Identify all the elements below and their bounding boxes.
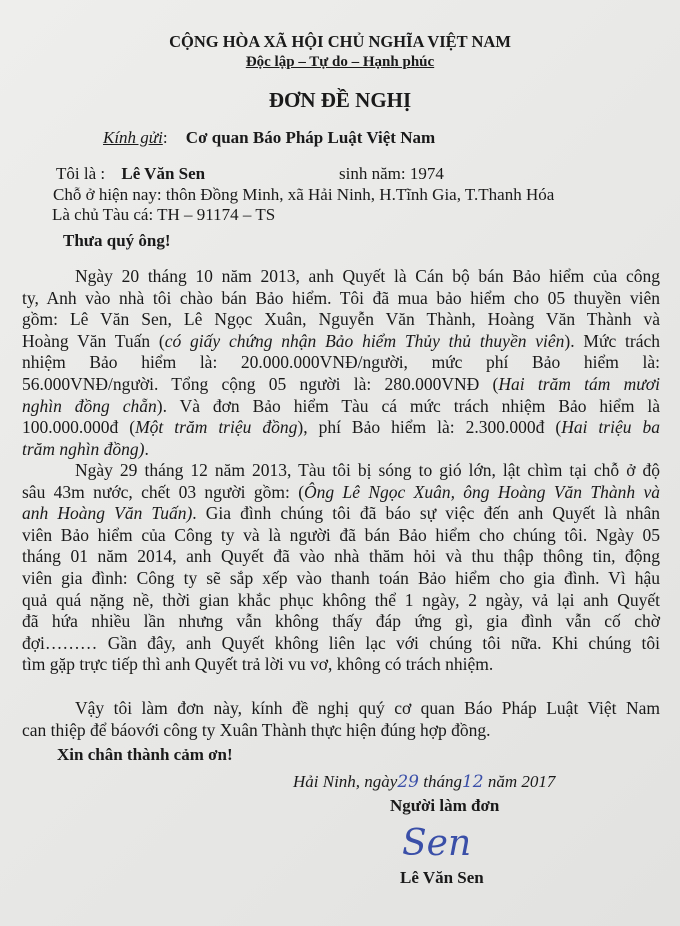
text-segment: Vậy tôi làm đơn này, kính đề nghị quý cơ quan Báo Pháp Luật Việt Nam [75,698,660,718]
text-segment: 100.000.000đ ( [22,417,136,438]
greeting: Thưa quý ông! [63,231,171,250]
boat-owner: Là chủ Tàu cá: TH – 91174 – TS [52,205,276,224]
birth-year: sinh năm: 1974 [339,164,444,183]
date-place: Hải Ninh, ngày [293,772,398,791]
text-segment: nghìn đồng chẵn [22,395,157,416]
text-segment: can thiệp để báovới công ty Xuân Thành thực hiện đúng hợp đồng. [22,719,491,740]
date-month: 12 [461,772,484,792]
text-segment: trăm nghìn đồng) [22,438,145,459]
text-segment: có giấy chứng nhận Bảo hiểm Thủy thủ thuyền viên [164,330,565,351]
date-line [293,772,555,792]
paragraph-line [22,568,660,588]
name-label: Tôi là : [56,164,106,183]
text-segment: tháng 01 năm 2014, anh Quyết đã vào nhà thăm hỏi và thu thập thông tin, động [22,546,660,567]
document-title: ĐƠN ĐỀ NGHỊ [268,88,412,112]
paragraph-line [22,417,660,437]
text-segment: ), phí Bảo hiểm là: 2.300.000đ ( [297,417,562,438]
paragraph-line [22,352,660,372]
text-segment: Hai trăm tám mươi [498,374,660,394]
recipient-colon: : [162,128,168,147]
paragraph-line [22,633,660,653]
text-segment: tìm gặp trực tiếp thì anh Quyết trả lời vu vơ, không có trách nhiệm. [22,654,494,675]
applicant-name: Lê Văn Sen [121,164,206,183]
text-segment: ). Và đơn Bảo hiểm Tàu cá mức trách nhiệm Bảo hiểm là [156,395,660,416]
nation-header: CỘNG HÒA XÃ HỘI CHỦ NGHĨA VIỆT NAM [169,32,511,51]
paragraph-line [22,590,660,610]
paragraph-line [75,266,660,286]
text-segment: Ngày 20 tháng 10 năm 2013, anh Quyết là Cán bộ bán Bảo hiểm của công [75,266,660,286]
paragraph-line [22,525,660,545]
text-segment: gồm: Lê Văn Sen, Lê Ngọc Xuân, Nguyễn Văn Thành, Hoàng Văn Thành và [22,309,660,330]
motto: Độc lập – Tự do – Hạnh phúc [245,54,435,70]
text-segment: đợi……… Gần đây, anh Quyết không liên lạc với chúng tôi nữa. Khi chúng tôi [22,632,660,653]
text-segment: . Gia đình chúng tôi đã báo sự việc đến anh Quyết là nhân [192,503,660,524]
paragraph-line [22,288,660,308]
text-segment: 56.000VNĐ/người. Tổng cộng 05 người là: 280.000VNĐ ( [22,374,499,394]
paragraph-line [22,720,660,740]
text-segment: . [144,438,149,459]
date-day: 29 [397,772,419,792]
text-segment: Ngày 29 tháng 12 năm 2013, Tàu tôi bị sóng to gió lớn, lật chìm tại chỗ ở độ [75,460,660,480]
text-segment: Hoàng Văn Tuấn ( [22,330,165,351]
date-year: năm 2017 [487,772,556,791]
recipient-line [103,128,435,148]
paragraph-line [22,309,660,329]
paragraph-line [22,439,660,459]
date-month-label: tháng [423,772,462,791]
closing: Xin chân thành cảm ơn! [57,745,233,764]
text-segment: Một trăm triệu đồng [135,417,298,438]
paragraph-line [22,611,660,631]
paragraph-line [22,482,660,502]
text-segment: đã hứa nhiều lần nhưng vẫn không thấy đáp ứng gì, gia đình vẫn cố chờ [22,611,660,632]
paragraph-line [22,331,660,351]
recipient-name: Cơ quan Báo Pháp Luật Việt Nam [185,128,436,147]
text-segment: quả quá nặng nề, thời gian khắc phục không thể 1 ngày, 2 ngày, vả lại anh Quyết [22,589,660,610]
text-segment: Hai triệu ba [561,417,660,438]
paragraph-line [22,396,660,416]
paragraph-line [75,698,660,718]
text-segment: nhiệm Bảo hiểm là: 20.000.000VNĐ/người, mức phí Bảo hiểm là: [22,352,660,373]
text-segment: sâu 43m nước, chết 03 người gồm: ( [22,481,305,502]
text-segment: Ông Lê Ngọc Xuân, ông Hoàng Văn Thành và [304,481,660,502]
applicant-name-line [56,164,205,184]
text-segment: viên gia đình: Công ty sẽ sắp xếp vào thanh toán Bảo hiểm cho gia đình. Vì hậu [22,568,660,588]
paragraph-line [22,546,660,566]
text-segment: ty, Anh vào nhà tôi chào bán Bảo hiểm. Tôi đã mua bảo hiểm cho 05 thuyền viên [22,287,660,308]
paragraph-line [22,503,660,523]
paragraph-line [75,460,660,480]
address: Chỗ ở hiện nay: thôn Đồng Minh, xã Hải Ninh, H.Tĩnh Gia, T.Thanh Hóa [53,185,555,204]
signer-label: Người làm đơn [390,796,500,815]
recipient-label: Kính gửi [103,128,163,147]
text-segment: viên Bảo hiểm của Công ty và là người đã bán Bảo hiểm cho chúng tôi. Ngày 05 [22,524,660,545]
signer-name: Lê Văn Sen [400,868,484,887]
text-segment: ). Mức trách [564,330,660,351]
motto-wrap [0,53,680,71]
text-segment: anh Hoàng Văn Tuấn) [22,503,193,524]
paragraph-line [22,654,660,674]
paragraph-line [22,374,660,394]
signature: Sen [402,823,472,864]
